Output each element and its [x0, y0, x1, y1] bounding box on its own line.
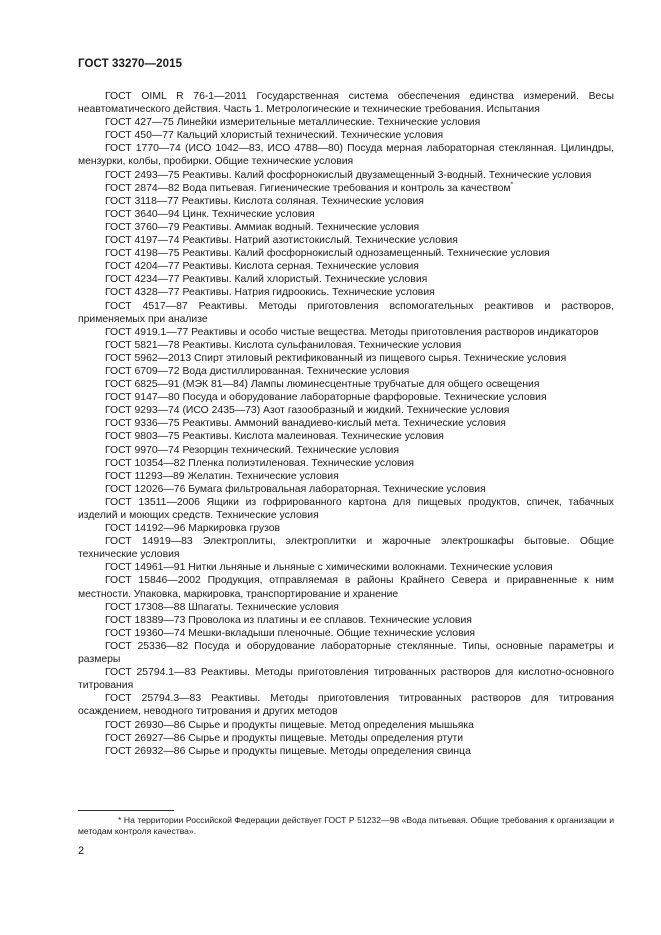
reference-item: ГОСТ 14961—91 Нитки льняные и льняные с химическими волокнами. Технические условия — [105, 562, 553, 574]
reference-item: ГОСТ 4234—77 Реактивы. Калий хлористый. Технические условия — [105, 274, 428, 286]
reference-item: ГОСТ 4919.1—77 Реактивы и особо чистые вещества. Методы приготовления растворов индикаторов — [105, 326, 599, 338]
reference-item: ГОСТ 4197—74 Реактивы. Натрий азотистокислый. Технические условия — [105, 235, 458, 247]
reference-item: ГОСТ 11293—89 Желатин. Технические условия — [105, 470, 339, 482]
page-number: 2 — [78, 845, 85, 857]
reference-item: ГОСТ 9970—74 Резорцин технический. Технические условия — [105, 444, 399, 456]
reference-item: ГОСТ 14919—83 Электроплиты, электроплитки и жарочные электрошкафы бытовые. Общие технические условия — [78, 536, 614, 561]
reference-item: ГОСТ 10354—82 Пленка полиэтиленовая. Технические условия — [105, 457, 414, 469]
footnote-divider — [78, 810, 174, 811]
reference-item: ГОСТ 4328—77 Реактивы. Натрия гидроокись. Технические условия — [105, 287, 435, 299]
document-header: ГОСТ 33270—2015 — [78, 58, 183, 70]
normative-references-list — [78, 90, 614, 758]
reference-item: ГОСТ 6709—72 Вода дистиллированная. Технические условия — [105, 365, 410, 377]
reference-item: ГОСТ 4198—75 Реактивы. Калий фосфорнокислый однозамещенный. Технические условия — [105, 248, 550, 260]
reference-item: ГОСТ 2493—75 Реактивы. Калий фосфорнокислый двузамещенный 3-водный. Технические условия — [105, 169, 592, 181]
reference-item: ГОСТ 18389—73 Проволока из платины и ее сплавов. Технические условия — [105, 614, 472, 626]
reference-text: ГОСТ 2874—82 Вода питьевая. Гигиенические требования и контроль за качеством — [105, 182, 511, 194]
reference-item: ГОСТ 1770—74 (ИСО 1042—83, ИСО 4788—80) Посуда мерная лабораторная стеклянная. Цилиндры, мензурки, колбы, пробирки. Общие технические условия — [78, 143, 614, 168]
reference-item: ГОСТ 15846—2002 Продукция, отправляемая в районы Крайнего Севера и приравненные к ним местности. Упаковка, маркировка, транспортирование и хранение — [78, 575, 614, 600]
footnote: * На территории Российской Федерации действует ГОСТ Р 51232—98 «Вода питьевая. Общие требования к организации и методам контроля качества». — [78, 815, 614, 837]
reference-item: ГОСТ 4204—77 Реактивы. Кислота серная. Технические условия — [105, 261, 419, 273]
reference-item: ГОСТ 6825—91 (МЭК 81—84) Лампы люминесцентные трубчатые для общего освещения — [105, 379, 540, 391]
reference-item: ГОСТ 25336—82 Посуда и оборудование лабораторные стеклянные. Типы, основные параметры и размеры — [78, 640, 614, 666]
reference-item: ГОСТ 5821—78 Реактивы. Кислота сульфаниловая. Технические условия — [105, 339, 462, 351]
reference-item: ГОСТ 427—75 Линейки измерительные металлические. Технические условия — [105, 117, 481, 129]
reference-item-with-footnote — [78, 182, 614, 195]
reference-item: ГОСТ 25794.1—83 Реактивы. Методы приготовления титрованных растворов для кислотно-основного титрования — [78, 667, 614, 692]
reference-item: ГОСТ 9293—74 (ИСО 2435—73) Азот газообразный и жидкий. Технические условия — [105, 405, 510, 417]
reference-item: ГОСТ 25794.3—83 Реактивы. Методы приготовления титрованных растворов для титрования осаждением, неводного титрования и других методов — [78, 693, 614, 718]
reference-item: ГОСТ 450—77 Кальций хлористый технический. Технические условия — [105, 130, 444, 142]
reference-item: ГОСТ 12026—76 Бумага фильтровальная лабораторная. Технические условия — [105, 483, 486, 495]
reference-item: ГОСТ 26930—86 Сырье и продукты пищевые. Метод определения мышьяка — [105, 719, 474, 731]
reference-item: ГОСТ 3640—94 Цинк. Технические условия — [105, 208, 315, 220]
reference-item: ГОСТ 19360—74 Мешки-вкладыши пленочные. Общие технические условия — [105, 627, 476, 639]
reference-item: ГОСТ 14192—96 Маркировка грузов — [105, 523, 281, 535]
reference-item: ГОСТ OIML R 76-1—2011 Государственная система обеспечения единства измерений. Весы неавтоматического действия. Часть 1. Метрологические и технические требования. Испытания — [78, 91, 614, 116]
reference-item: ГОСТ 3760—79 Реактивы. Аммиак водный. Технические условия — [105, 221, 420, 233]
footnote-mark: * — [510, 181, 514, 189]
reference-item: ГОСТ 26927—86 Сырье и продукты пищевые. Методы определения ртути — [105, 732, 464, 744]
reference-item: ГОСТ 26932—86 Сырье и продукты пищевые. Методы определения свинца — [105, 745, 471, 757]
reference-item: ГОСТ 4517—87 Реактивы. Методы приготовления вспомогательных реактивов и растворов, применяемых при анализе — [78, 300, 614, 325]
reference-item: ГОСТ 9336—75 Реактивы. Аммоний ванадиево-кислый мета. Технические условия — [105, 418, 506, 430]
reference-item: ГОСТ 5962—2013 Спирт этиловый ректификованный из пищевого сырья. Технические условия — [105, 352, 567, 364]
reference-item: ГОСТ 9147—80 Посуда и оборудование лабораторные фарфоровые. Технические условия — [105, 392, 547, 404]
reference-item: ГОСТ 17308—88 Шпагаты. Технические условия — [105, 601, 339, 613]
reference-item: ГОСТ 3118—77 Реактивы. Кислота соляная. Технические условия — [105, 195, 424, 207]
reference-item: ГОСТ 13511—2006 Ящики из гофрированного картона для пищевых продуктов, спичек, табачных изделий и моющих средств. Технические условия — [78, 496, 614, 521]
reference-item: ГОСТ 9803—75 Реактивы. Кислота малеиновая. Технические условия — [105, 431, 444, 443]
